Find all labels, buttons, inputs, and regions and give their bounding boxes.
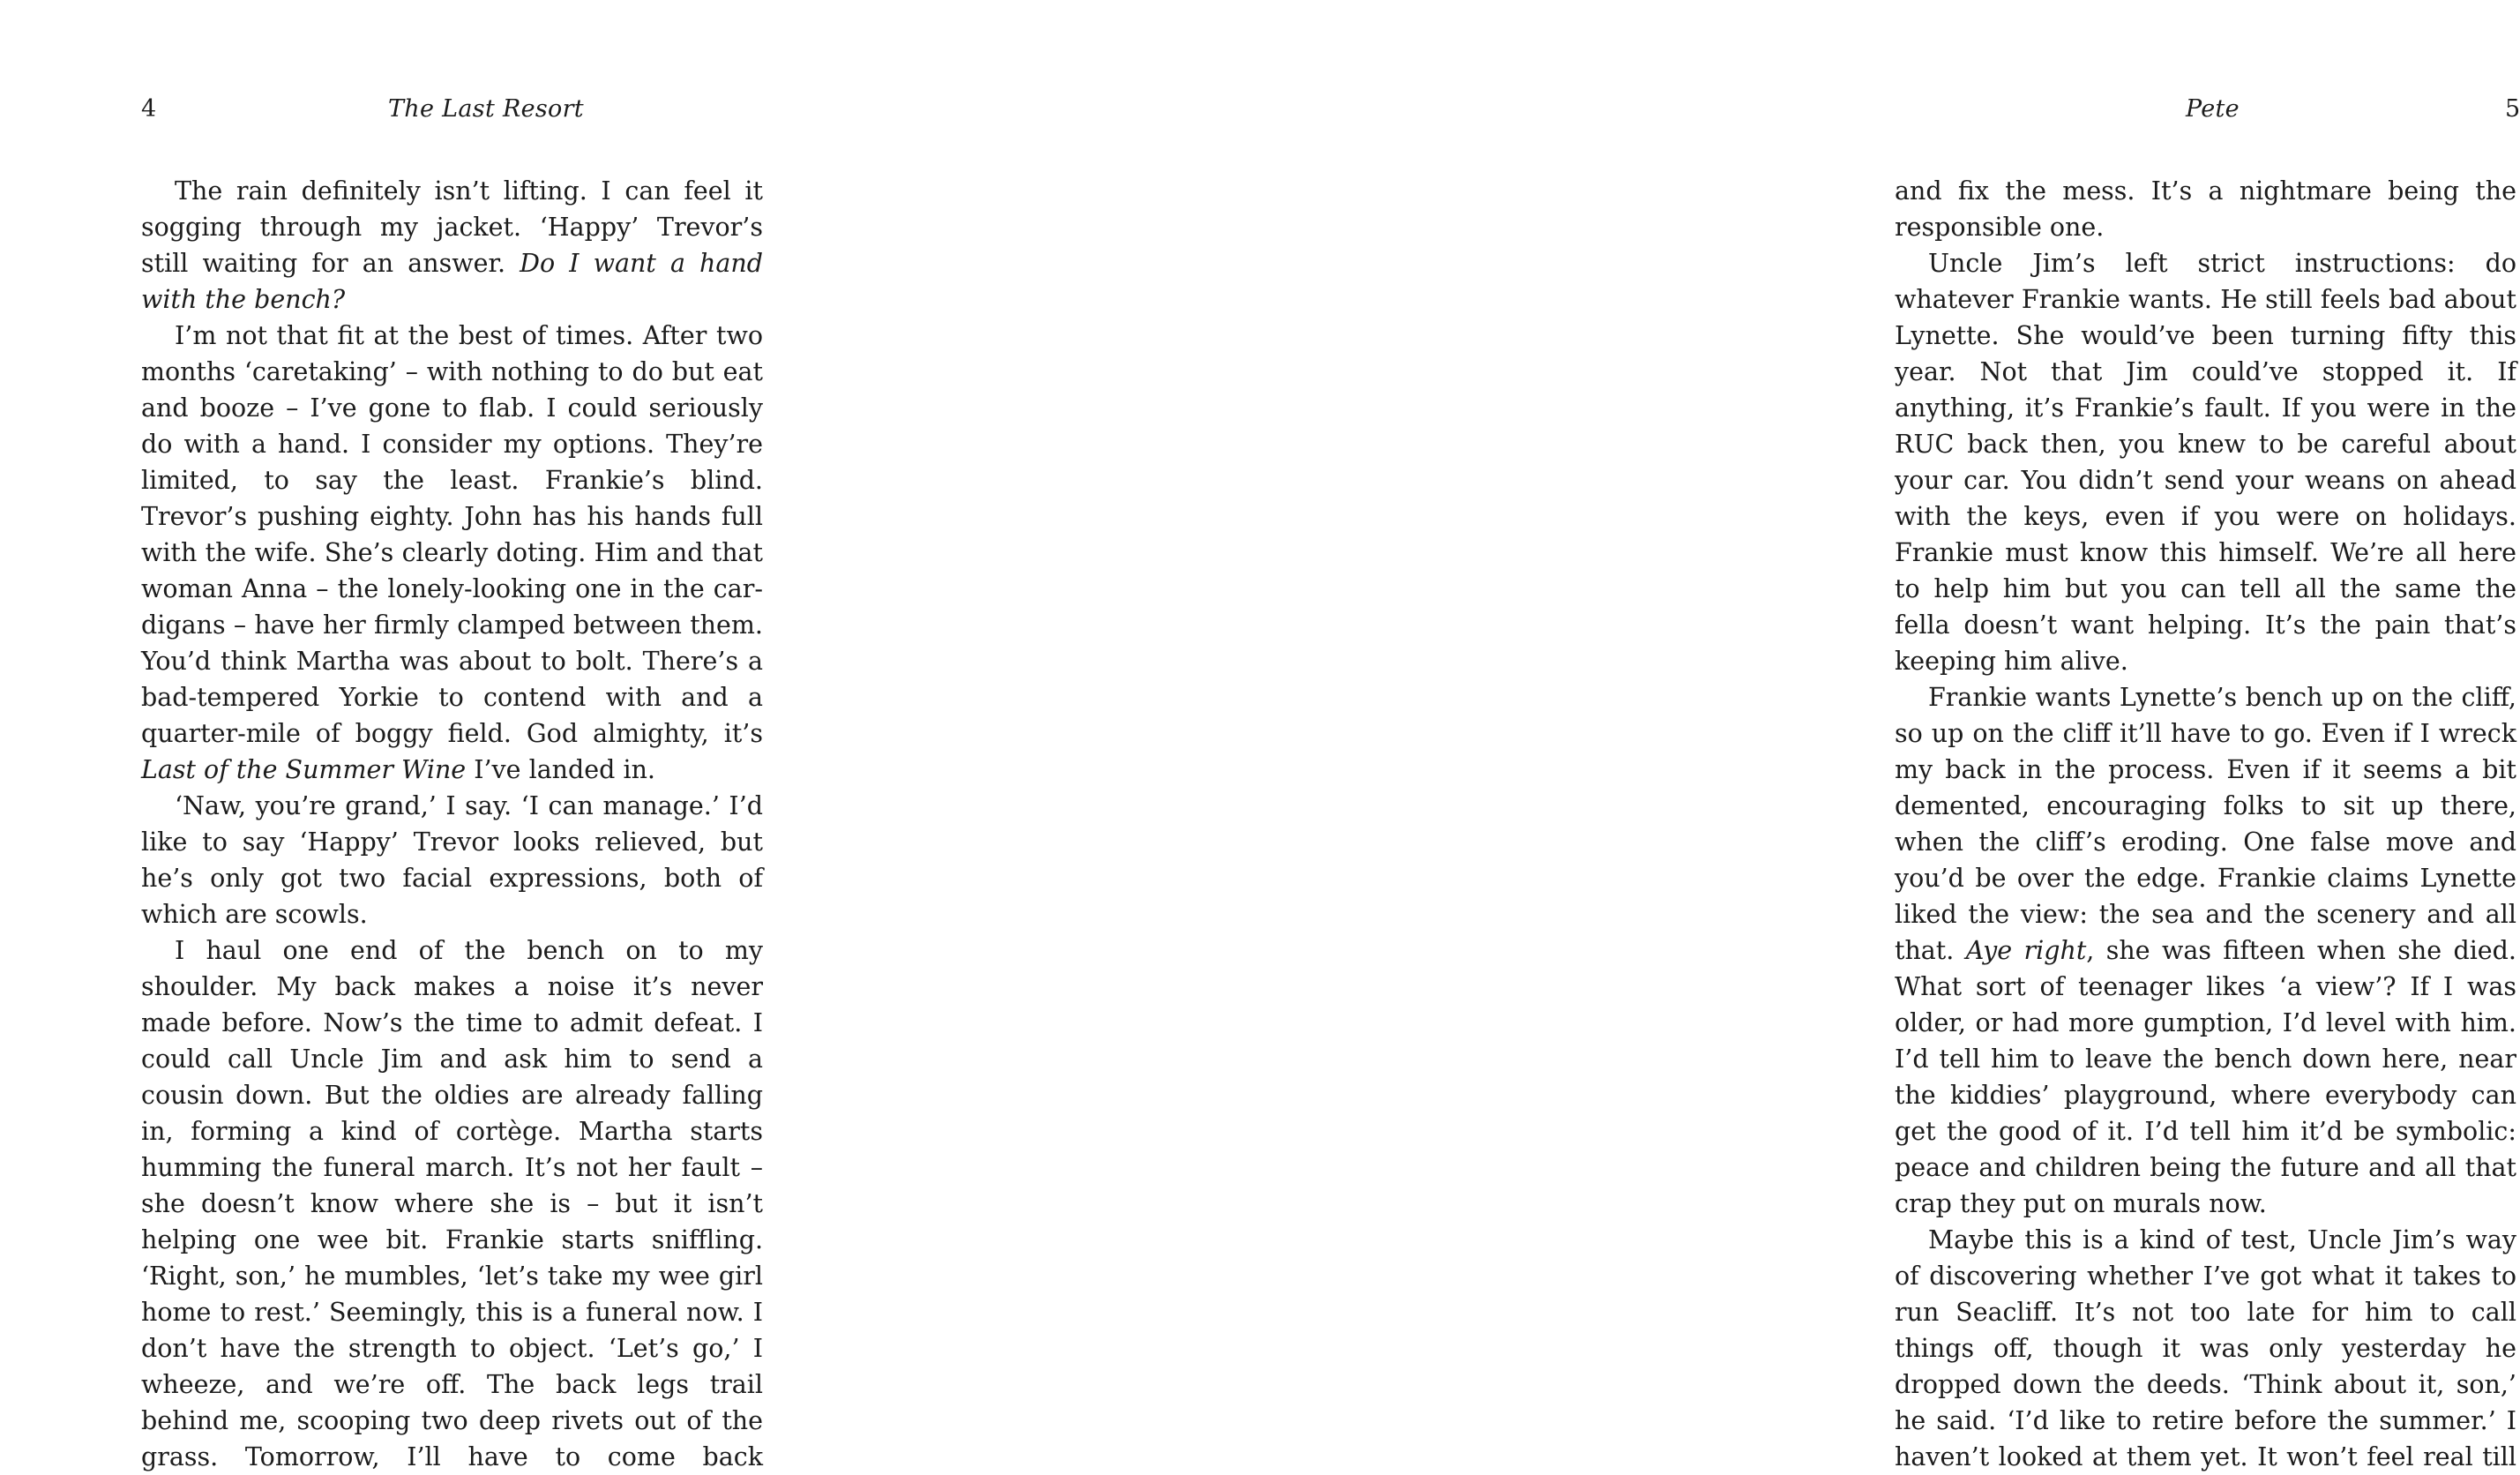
paragraph	[141, 173, 763, 318]
text-run: I’ve landed in.	[466, 755, 655, 784]
page-number-left: 4	[141, 95, 157, 123]
text-run: Uncle Jim’s left strict instructions: do whatever Frankie wants. He still feels bad about Lynette. She would’ve been turning fifty this year. Not that Jim could’ve stopped it. If anything, it’s Frankie’s fault. If you were in the RUC back then, you knew to be careful about your car. You didn’t send your weans on ahead with the keys, even if you were on holidays. Frankie must know this himself. We’re all here to help him but you can tell all the same the fella doesn’t want helping. It’s the pain that’s keeping him alive.	[1895, 249, 2516, 676]
text-run: ‘Naw, you’re grand,’ I say. ‘I can manage.’ I’d like to say ‘Happy’ Trevor looks relieved, but he’s only got two facial expressions, both of which are scowls.	[141, 791, 763, 929]
paragraph	[141, 932, 763, 1475]
right-page	[882, 0, 2520, 1471]
paragraph	[1895, 173, 2516, 245]
text-run: I’m not that fit at the best of times. After two months ‘caretaking’ – with nothing to do but eat and booze – I’ve gone to flab. I could seriously do with a hand. I consider my options. They’re limited, to say the least. Frankie’s blind. Trevor’s pushing eighty. John has his hands full with the wife. She’s clearly doting. Him and that woman Anna – the lonely-looking one in the cardigans – have her firmly clamped between them. You’d think Martha was about to bolt. There’s a bad-tempered Yorkie to contend with and a quarter-mile of boggy field. God almighty, it’s	[141, 321, 763, 748]
paragraph	[1895, 245, 2516, 679]
paragraph	[1895, 679, 2516, 1222]
italic-text: Do I want a hand with the bench?	[141, 249, 763, 314]
text-run: Maybe this is a kind of test, Uncle Jim’s way of discovering whether I’ve got what it takes to run Seacliff. It’s not too late for him to call things off, though it was only yesterday he dropped down the deeds. ‘Think about it, son,’ he said. ‘I’d like to retire before the summer.’ I haven’t looked at them yet. It won’t feel real till	[1895, 1225, 2516, 1471]
left-page	[0, 0, 882, 1471]
paragraph	[141, 788, 763, 932]
running-head-book-title: The Last Resort	[388, 95, 584, 123]
right-body-text	[1895, 173, 2516, 1475]
paragraph	[1895, 1222, 2516, 1475]
text-run: The rain definitely isn’t lifting. I can feel it sogging through my jacket. ‘Happy’ Trevor’s still waiting for an answer.	[141, 176, 763, 278]
paragraph	[141, 318, 763, 788]
running-head-chapter-title: Pete	[2186, 95, 2240, 123]
text-run: I haul one end of the bench on to my shoulder. My back makes a noise it’s never made before. Now’s the time to admit defeat. I could call Uncle Jim and ask him to send a cousin down. But the oldies are already falling in, forming a kind of cortège. Martha starts humming the funeral march. It’s not her fault – she doesn’t know where she is – but it isn’t helping one wee bit. Frankie starts sniffling. ‘Right, son,’ he mumbles, ‘let’s take my wee girl home to rest.’ Seemingly, this is a funeral now. I don’t have the strength to object. ‘Let’s go,’ I wheeze, and we’re off. The back legs trail behind me, scooping two deep rivets out of the grass. Tomorrow, I’ll have to come back	[141, 936, 763, 1471]
text-run: , she was fifteen when she died. What sort of teenager likes ‘a view’? If I was older, or had more gumption, I’d level with him. I’d tell him to leave the bench down here, near the kiddies’ playground, where everybody can get the good of it. I’d tell him it’d be symbolic: peace and children being the future and all that crap they put on murals now.	[1895, 936, 2516, 1218]
text-run: Frankie wants Lynette’s bench up on the cliff, so up on the cliff it’ll have to go. Even if I wreck my back in the process. Even if it seems a bit demented, encouraging folks to sit up there, when the cliff’s eroding. One false move and you’d be over the edge. Frankie claims Lynette liked the view: the sea and the scenery and all that.	[1895, 683, 2516, 965]
page-number-right: 5	[2505, 95, 2520, 123]
italic-text: Last of the Summer Wine	[141, 755, 467, 784]
italic-text: Aye right	[1965, 936, 2087, 965]
left-body-text	[141, 173, 763, 1475]
text-run: and fix the mess. It’s a nightmare being the responsible one.	[1895, 176, 2516, 242]
